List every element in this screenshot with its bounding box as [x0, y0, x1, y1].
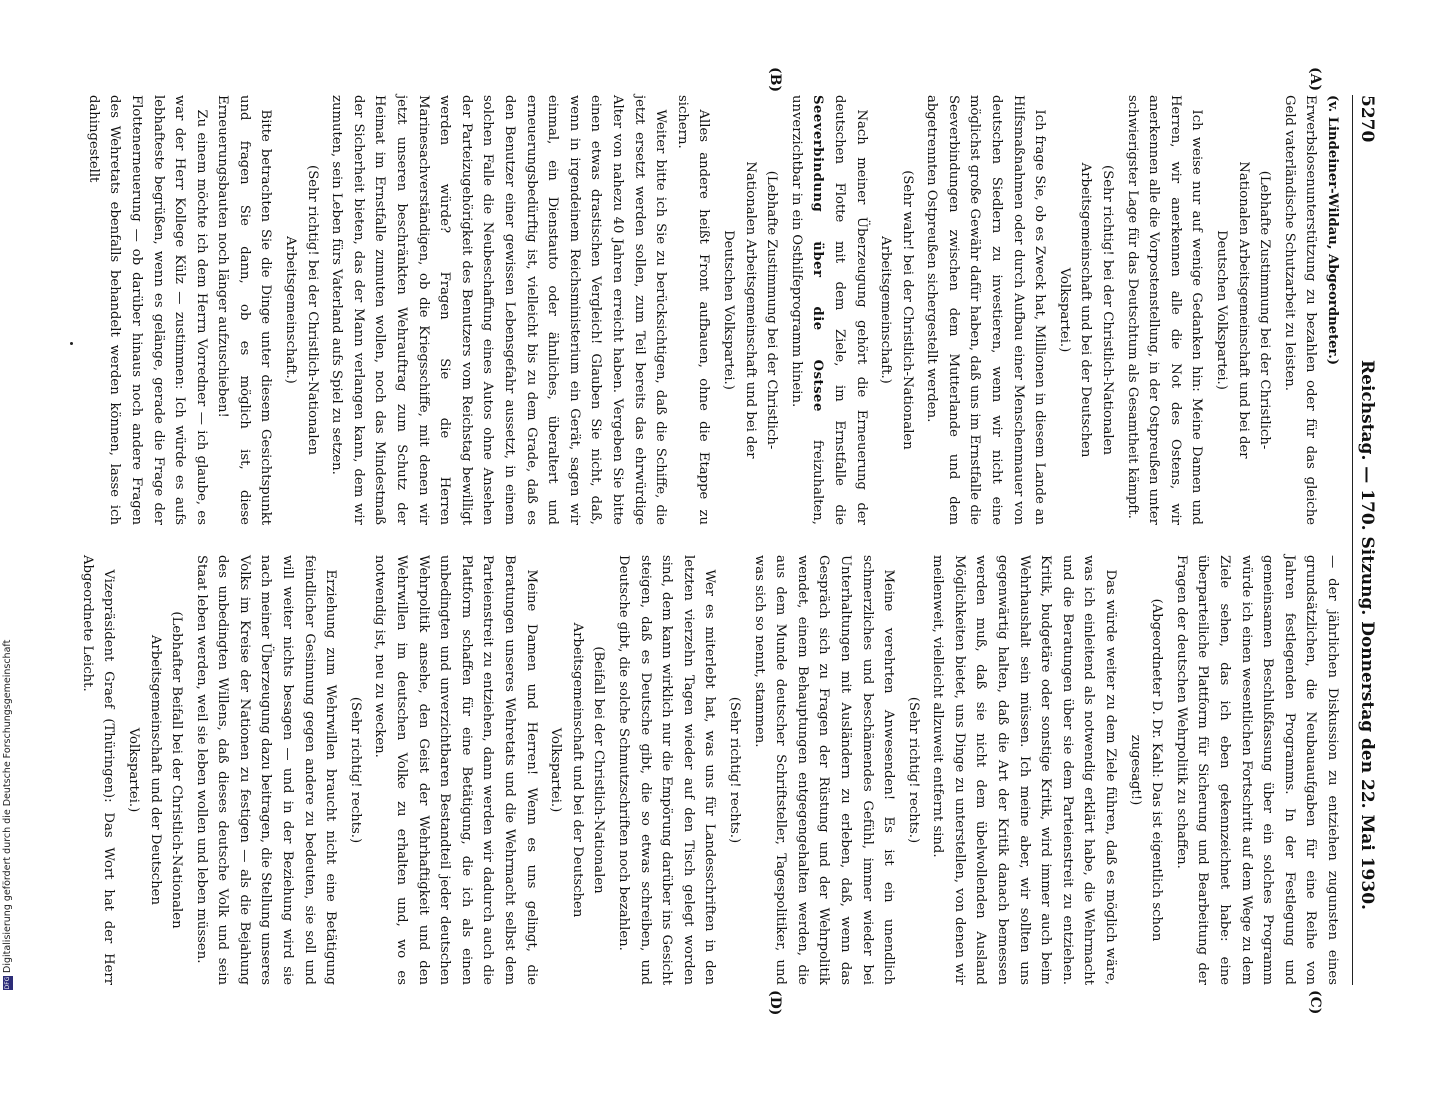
rotated-page	[43, 67, 1383, 1095]
paragraph: Zu einem möchte ich dem Herrn Vorredner — ich glaube, es war der Herr Kollege Külz — zustimmen: Ich würde es aufs lebhafteste begrüßen, wenn es gelänge, gerade die Frage der Flottenerneuerung — ob darüber hinaus noch andere Fragen des Wehretats ebenfalls behandelt werden können, lasse ich dahingestellt	[85, 95, 209, 525]
reaction-note: (Beifall bei der Christlich-Nationalen Arbeitsgemeinschaft und bei der Deutschen Volkspartei.)	[548, 622, 607, 918]
speaker-line: (v. Lindeiner-Wildau, Abgeordneter.)	[1325, 95, 1340, 366]
dfg-logo-icon: DFG	[3, 976, 11, 990]
digitization-footer	[2, 0, 22, 990]
paragraph: Erziehung zum Wehrwillen braucht nicht eine Betätigung feindlicher Gesinnung gegen andere zu bedeuten, sie soll und will weiter nichts besagen — und in der Beziehung wird sie nach meiner Überzeugung dazu beitragen, die Stellung unseres Volks im Kreise der Nationen zu festigen — als die Bejahung des unbedingten Willens, daß dieses deutsche Volk und sein Staat leben werden, weil sie leben wollen und leben müssen.	[193, 555, 339, 985]
reaction-note: (Sehr richtig! rechts.)	[905, 696, 921, 844]
paragraph: Weiter bitte ich Sie zu berücksichtigen, daß die Schiffe, die jetzt ersetzt werden sollen, zum Teil bereits das ehrwürdige Alter von nahezu 40 Jahren erreicht haben. Vergeben Sie bitte einen etwas drastischen Vergleich! Glauben Sie nicht, daß, wenn in irgendeinem Reichsministerium ein Gerät, sagen wir einmal, ein Dienstauto oder ähnliches, überaltert und erneuerungsbedürftig ist, vielleicht bis zu dem Grade, daß es den Benutzer einer gewissen Lebensgefahr aussetzt, in einem solchen Falle die Neubeschaffung eines Autos ohne Ansehen der Parteizugehörigkeit des Benutzers vom Reichstag bewilligt werden würde? Fragen Sie die Herren Marinesachverständigen, ob die Kriegsschiffe, mit denen wir jetzt unseren beschränkten Wehrauftrag zum Schutz der Heimat im Ernstfalle zumuten wollen, noch das Mindestmaß der Sicherheit bieten, das der Mann verlangen kann, dem wir zumuten, sein Leben fürs Vaterland aufs Spiel zu setzen.	[329, 95, 669, 525]
left-column	[85, 95, 1343, 525]
reaction-note: (Sehr richtig! bei der Christlich-Nationalen Arbeitsgemeinschaft.)	[283, 165, 320, 455]
footer-text: Digitalisierung gefördert durch die Deutsche Forschungsgemeinschaft	[2, 639, 13, 973]
margin-marker-c: (C)	[1307, 990, 1323, 1015]
scan-speck	[70, 342, 73, 345]
reaction-note: (Lebhafter Beifall bei der Christlich-Nationalen Arbeitsgemeinschaft und der Deutschen Volkspartei.)	[125, 611, 185, 929]
reaction-note: (Sehr richtig! rechts.)	[726, 696, 742, 844]
margin-marker-d: (D)	[767, 990, 783, 1016]
paragraph: Bitte betrachten Sie die Dinge unter diesem Gesichtspunkt und fragen Sie dann, ob es möglich ist, diese Erneuerungsbauten noch länger aufzuschieben!	[215, 95, 274, 525]
reaction-note: (Lebhafte Zustimmung bei der Christlich-Nationalen Arbeitsgemeinschaft und bei der Deutschen Volkspartei.)	[1214, 161, 1273, 459]
paragraph: Meine Damen und Herren! Wenn es uns gelingt, die Beratungen unseres Wehretats und die Wehrmacht selbst dem Parteienstreit zu entziehen, dann werden wir dadurch auch die Plattform schaffen für eine Betätigung, die ich als einen unbedingten und unverzichtbaren Bestandteil jeder deutschen Wehrpolitik ansehe, den Geist der Wehrhaftigkeit und den Wehrwillen im deutschen Volke zu erhalten und, wo es notwendig ist, neu zu wecken.	[372, 555, 539, 985]
paragraph: Das würde weiter zu dem Ziele führen, daß es möglich wäre, was ich einleitend als notwendig erklärt habe, die Wehrmacht und die Beratungen über sie dem Parteienstreit zu entziehen. Kritik, budgetäre oder sonstige Kritik, wird immer auch beim Wehrhaushalt sein müssen. Ich meine aber, wir sollten uns gegenwärtig halten, daß die Art der Kritik danach bemessen werden muß, daß sie nicht dem übelwollenden Ausland Möglichkeiten bietet, uns Dinge zu unterstellen, von denen wir meilenweit, vielleicht allzuweit entfernt sind.	[930, 555, 1119, 985]
paragraph: Ich frage Sie, ob es Zweck hat, Millionen in diesem Lande an Hilfsmaßnahmen oder durch Aufbau einer Menschenmauer von deutschen Siedlern zu investieren, wenn wir nicht eine möglichst große Gewähr dafür haben, daß uns im Ernstfalle die Seeverbindungen zwischen dem Mutterlande und dem abgetrennten Ostpreußen sichergestellt werden.	[924, 95, 1048, 525]
reaction-note: (Sehr richtig! bei der Christlich-Nationalen Arbeitsgemeinschaft und bei der Deutschen Volkspartei.)	[1056, 162, 1116, 458]
paragraph: Vizepräsident Graef (Thüringen): Das Wort hat der Herr Abgeordnete Leicht.	[79, 555, 117, 985]
right-column	[79, 555, 1343, 985]
page-header	[1349, 95, 1383, 995]
paragraph: Meine verehrten Anwesenden! Es ist ein unendlich schmerzliches und beschämendes Gefühl, immer wieder bei Unterhaltungen mit Ausländern zu erleben, daß, wenn das Gespräch sich zu Fragen der Rüstung und der Wehrpolitik wendet, einem Behauptungen entgegengehalten werden, die aus dem Munde deutscher Schriftsteller, Tagespolitiker, und was sich so nennt, stammen.	[751, 555, 897, 985]
paragraph: Wer es miterlebt hat, was uns für Landesschriften in den letzten vierzehn Tagen wieder auf den Tisch gelegt worden sind, dem kann wirklich nur die Empörung darüber ins Gesicht steigen, daß es Deutsche gibt, die so etwas schreiben, und Deutsche gibt, die solche Schmutzschriften noch bezahlen.	[616, 555, 718, 985]
paragraph: Nach meiner Überzeugung gehört die Erneuerung der deutschen Flotte mit dem Ziele, im Ernstfalle die Seeverbindung über die Ostsee freizuhalten, unverzichtbar in ein Osthilfeprogramm hinein.	[788, 95, 869, 525]
paragraph: Ich weise nur auf wenige Gedanken hin: Meine Damen und Herren, wir anerkennen alle die Not des Ostens, wir anerkennen alle die Vorpostenstellung, in der Ostpreußen unter schwierigster Lage für das Deutschtum als Gesamtheit kämpft.	[1124, 95, 1205, 525]
page-number: 5270	[1357, 95, 1377, 143]
reaction-note: (Sehr wahr! bei der Christlich-Nationalen Arbeitsgemeinschaft.)	[878, 170, 915, 450]
header-rule	[1352, 95, 1353, 985]
emphasized-phrase: Seeverbindung über die Ostsee	[810, 95, 826, 412]
reaction-note: (Lebhafte Zustimmung bei der Christlich-Nationalen Arbeitsgemeinschaft und bei der Deutschen Volkspartei.)	[720, 161, 780, 459]
paragraph: — der jährlichen Diskussion zu entziehen zugunsten eines grundsätzlichen, die Neubauaufgaben für eine Reihe von Jahren festlegenden Programms. In der Festlegung und gemeinsamen Beschlußfassung über ein solches Programm würde ich einen wesentlichen Fortschritt auf dem Wege zu dem Ziele sehen, das ich eben gekennzeichnet habe: eine überparteiliche Plattform für Sicherung und Bearbeitung der Fragen der deutschen Wehrpolitik zu schaffen.	[1173, 555, 1340, 985]
paragraph: Erwerbslosenunterstützung zu bezahlen oder für das gleiche Geld vaterländische Schutzarbeit zu leisten.	[1281, 95, 1319, 525]
margin-marker-a: (A)	[1307, 67, 1323, 92]
paragraph: Alles andere heißt Front aufbauen, ohne die Etappe zu sichern.	[674, 95, 712, 525]
page-title: Reichstag. — 170. Sitzung. Donnerstag den 22. Mai 1930.	[1357, 360, 1377, 910]
reaction-note: (Sehr richtig! rechts.)	[347, 696, 363, 844]
margin-marker-b: (B)	[767, 67, 783, 93]
reaction-note: (Abgeordneter D. Dr. Kahl: Das ist eigentlich schon zugesagt!)	[1127, 598, 1165, 942]
